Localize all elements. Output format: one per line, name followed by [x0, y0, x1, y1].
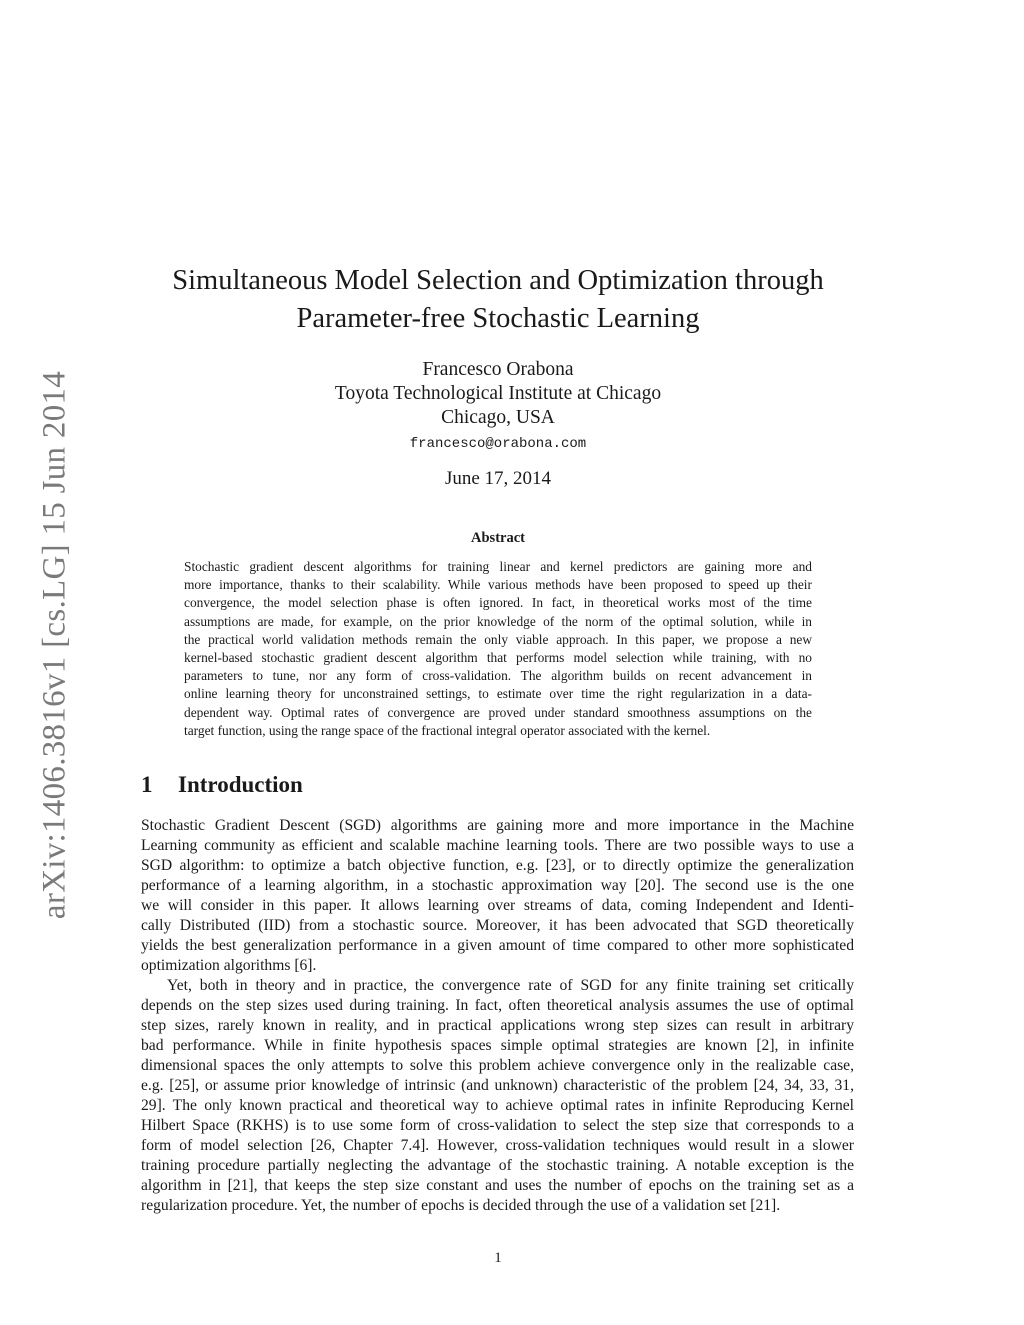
body-line: depends on the step sizes used during training. In fact, often theoretical analysis assumes the use of optimal — [141, 997, 854, 1014]
arxiv-identifier-stamp: arXiv:1406.3816v1 [cs.LG] 15 Jun 2014 — [36, 370, 73, 920]
body-line: Yet, both in theory and in practice, the convergence rate of SGD for any finite training set critically — [167, 977, 854, 994]
body-line: e.g. [25], or assume prior knowledge of intrinsic (and unknown) characteristic of the problem [24, 34, 33, 31, — [141, 1077, 854, 1094]
body-line: we will consider in this paper. It allows learning over streams of data, coming Independent and Identi- — [141, 897, 854, 914]
paper-date: June 17, 2014 — [444, 468, 552, 489]
section-number: 1 — [141, 772, 153, 797]
section-heading-introduction — [141, 770, 303, 800]
body-line: Hilbert Space (RKHS) is to use some form of cross-validation to select the step size that corresponds to a — [141, 1117, 854, 1134]
page-number: 1 — [494, 1250, 502, 1266]
abstract-body — [184, 558, 812, 740]
abstract-line: target function, using the range space of the fractional integral operator associated with the kernel. — [184, 722, 711, 738]
abstract-line: convergence, the model selection phase is often ignored. In fact, in theoretical works most of the time — [184, 595, 812, 611]
abstract-line: parameters to tune, nor any form of cross-validation. The algorithm builds on recent advancement in — [184, 668, 812, 684]
body-line: step sizes, rarely known in reality, and in practical applications wrong step sizes can result in arbitrary — [141, 1017, 854, 1034]
body-line: cally Distributed (IID) from a stochastic source. Moreover, it has been advocated that SGD theoretically — [141, 917, 854, 934]
author-block — [140, 358, 856, 456]
author-name: Francesco Orabona — [422, 359, 574, 380]
abstract-line: kernel-based stochastic gradient descent algorithm that performs model selection while training, with no — [184, 649, 812, 665]
abstract-line: more importance, thanks to their scalability. While various methods have been proposed to speed up their — [184, 577, 812, 593]
body-line: 29]. The only known practical and theoretical way to achieve optimal rates in infinite Reproducing Kernel — [141, 1097, 854, 1114]
body-line: yields the best generalization performance in a given amount of time compared to other more sophisticated — [141, 937, 854, 954]
abstract-heading: Abstract — [471, 530, 525, 546]
body-line: performance of a learning algorithm, in a stochastic approximation way [20]. The second use is the one — [141, 877, 854, 894]
abstract-line: Stochastic gradient descent algorithms for training linear and kernel predictors are gaining more and — [184, 559, 812, 574]
author-email[interactable]: francesco@orabona.com — [409, 436, 587, 452]
abstract-line: the practical world validation methods remain the only viable approach. In this paper, we propose a new — [184, 631, 812, 647]
body-line: bad performance. While in finite hypothesis spaces simple optimal strategies are known [2], in infinite — [141, 1037, 854, 1054]
abstract-line: assumptions are made, for example, on the prior knowledge of the norm of the optimal solution, while in — [184, 613, 812, 629]
title-line: Parameter-free Stochastic Learning — [296, 303, 700, 334]
body-line: Learning community as efficient and scalable machine learning tools. There are two possible ways to use a — [141, 837, 854, 854]
body-line: dimensional spaces the only attempts to solve this problem achieve convergence only in the realizable case, — [141, 1057, 854, 1074]
body-line: training procedure partially neglecting the advantage of the stochastic training. A notable exception is the — [141, 1157, 854, 1174]
section-title: Introduction — [178, 772, 303, 797]
abstract-line: dependent way. Optimal rates of convergence are proved under standard smoothness assumptions on the — [184, 704, 812, 720]
author-location: Chicago, USA — [441, 407, 555, 428]
body-line: form of model selection [26, Chapter 7.4]. However, cross-validation techniques would result in a slower — [141, 1137, 854, 1154]
body-line: regularization procedure. Yet, the number of epochs is decided through the use of a validation set [21]. — [141, 1197, 781, 1214]
paper-title — [140, 262, 856, 338]
body-line: SGD algorithm: to optimize a batch objective function, e.g. [23], or to directly optimize the generalization — [141, 857, 854, 874]
title-line: Simultaneous Model Selection and Optimization through — [172, 265, 824, 296]
author-affiliation: Toyota Technological Institute at Chicago — [334, 383, 662, 404]
abstract-line: online learning theory for unconstrained settings, to estimate over time the right regularization in a data- — [184, 686, 812, 702]
body-line: optimization algorithms [6]. — [141, 957, 317, 974]
body-line: Stochastic Gradient Descent (SGD) algorithms are gaining more and more importance in the Machine — [141, 817, 854, 834]
introduction-body — [141, 816, 854, 1216]
body-line: algorithm in [21], that keeps the step size constant and uses the number of epochs on the training set as a — [141, 1177, 854, 1194]
